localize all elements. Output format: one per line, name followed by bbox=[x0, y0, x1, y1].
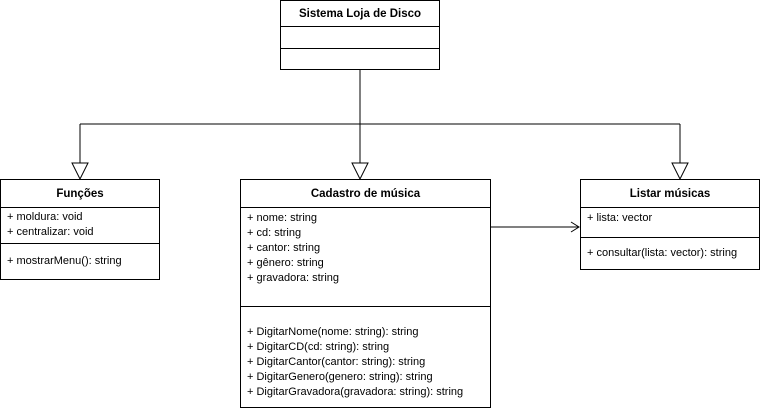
method: + DigitarCD(cd: string): string bbox=[247, 341, 390, 353]
method: + DigitarGenero(genero: string): string bbox=[247, 371, 433, 383]
method: + DigitarCantor(cantor: string): string bbox=[247, 356, 426, 368]
attribute: + centralizar: void bbox=[7, 226, 94, 238]
attribute: + moldura: void bbox=[7, 211, 83, 223]
generalization-arrowhead-cadastro bbox=[352, 163, 368, 179]
class-title: Cadastro de música bbox=[241, 180, 490, 208]
methods-section bbox=[1, 244, 159, 272]
class-cadastro-de-musica[interactable] bbox=[240, 179, 491, 408]
generalization-arrowhead-listar bbox=[672, 163, 688, 179]
method: + mostrarMenu(): string bbox=[7, 255, 122, 267]
attribute: + cantor: string bbox=[247, 242, 321, 254]
attributes-section bbox=[281, 27, 439, 49]
method: + DigitarGravadora(gravadora: string): string bbox=[247, 386, 464, 398]
class-title: Listar músicas bbox=[581, 180, 759, 208]
attribute: + cd: string bbox=[247, 227, 302, 239]
class-sistema-loja-de-disco[interactable] bbox=[280, 0, 440, 70]
attribute: + nome: string bbox=[247, 212, 318, 224]
attributes-section bbox=[241, 208, 490, 307]
class-title: Sistema Loja de Disco bbox=[281, 1, 439, 27]
class-funcoes[interactable] bbox=[0, 179, 160, 280]
methods-section bbox=[281, 49, 439, 69]
attribute: + lista: vector bbox=[587, 212, 653, 224]
attribute: + gênero: string bbox=[247, 257, 324, 269]
class-title: Funções bbox=[1, 180, 159, 208]
attribute: + gravadora: string bbox=[247, 272, 340, 284]
attributes-section bbox=[1, 208, 159, 244]
methods-section bbox=[581, 238, 759, 264]
class-listar-musicas[interactable] bbox=[580, 179, 760, 270]
method: + consultar(lista: vector): string bbox=[587, 247, 738, 259]
generalization-arrowhead-funcoes bbox=[72, 163, 88, 179]
methods-section bbox=[241, 307, 490, 403]
method: + DigitarNome(nome: string): string bbox=[247, 326, 419, 338]
attributes-section bbox=[581, 208, 759, 238]
